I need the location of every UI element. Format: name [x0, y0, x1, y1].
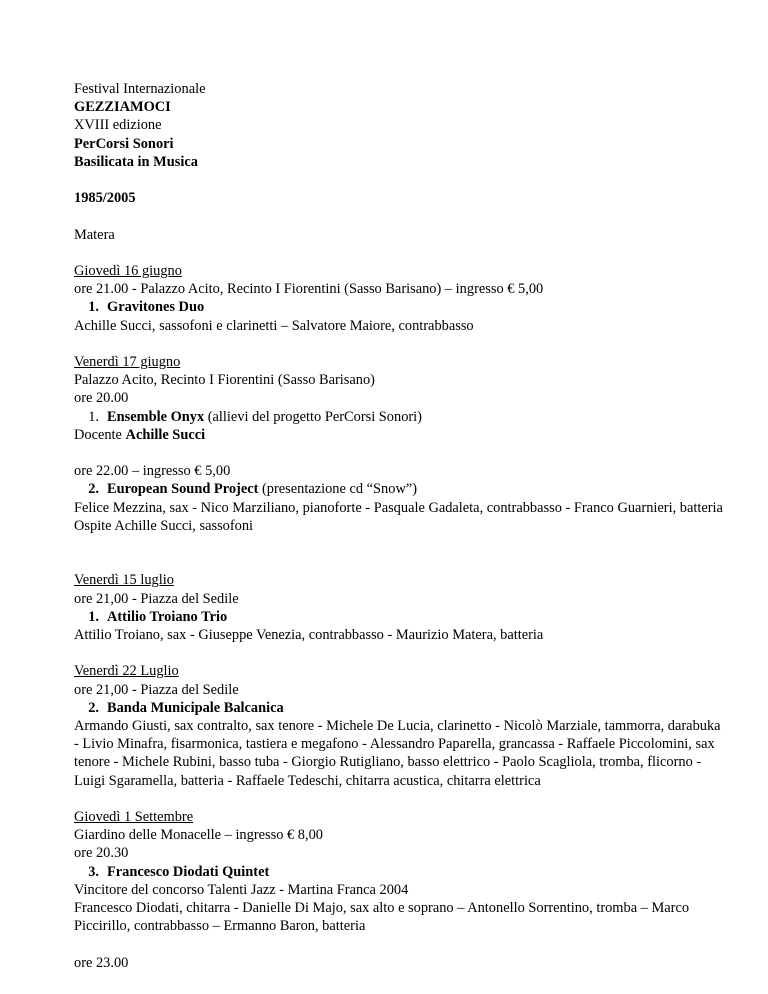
project-subtitle: Basilicata in Musica: [74, 153, 198, 170]
event-date: Venerdì 17 giugno: [74, 353, 181, 370]
event-name: Ensemble Onyx: [107, 408, 205, 425]
item-number: 1.: [88, 299, 99, 316]
event-info: ore 21.00 - Palazzo Acito, Recinto I Fiorentini (Sasso Barisano) – ingresso € 5,00: [74, 281, 544, 298]
event-item: [74, 608, 724, 626]
event-date: Giovedì 16 giugno: [74, 262, 182, 279]
event-name: Attilio Troiano Trio: [107, 608, 228, 625]
item-number: 2.: [88, 481, 99, 498]
festival-label: Festival Internazionale: [74, 81, 206, 97]
event-note: (presentazione cd “Snow”): [258, 481, 418, 498]
festival-title: GEZZIAMOCI: [74, 99, 171, 116]
event-award: Vincitore del concorso Talenti Jazz - Martina Franca 2004: [74, 881, 409, 898]
event-item: [74, 699, 724, 717]
city: Matera: [74, 226, 115, 243]
event-teacher: [74, 426, 724, 444]
event-name: Gravitones Duo: [107, 299, 205, 316]
event-lineup: Felice Mezzina, sax - Nico Marziliano, pianoforte - Pasquale Gadaleta, contrabbasso - Franco Guarnieri, batteria: [74, 499, 723, 516]
item-number: 1.: [88, 408, 99, 425]
event-lineup: Francesco Diodati, chitarra - Danielle Di Majo, sax alto e soprano – Antonello Sorrentino, tromba – Marco Piccirillo, contrabbasso – Ermanno Baron, batteria: [74, 900, 690, 935]
event-name: Banda Municipale Balcanica: [107, 699, 284, 716]
event-time: ore 23.00: [74, 954, 129, 971]
event-time: ore 20.30: [74, 845, 129, 862]
teacher-label: Docente: [74, 426, 126, 443]
item-number: 1.: [88, 608, 99, 625]
item-number: 2.: [88, 699, 99, 716]
event-place: Giardino delle Monacelle – ingresso € 8,00: [74, 827, 323, 844]
item-number: 3.: [88, 863, 99, 880]
event-item: [74, 298, 724, 316]
event-date: Venerdì 15 luglio: [74, 572, 174, 589]
event-name: European Sound Project: [107, 481, 259, 498]
years: 1985/2005: [74, 190, 136, 207]
event-info: ore 21,00 - Piazza del Sedile: [74, 681, 239, 698]
event-date: Giovedì 1 Settembre: [74, 809, 194, 825]
event-name: Francesco Diodati Quintet: [107, 863, 270, 880]
event-lineup: Armando Giusti, sax contralto, sax tenore - Michele De Lucia, clarinetto - Nicolò Marziale, tammorra, darabuka - Livio Minafra, fisarmonica, tastiera e megafono - Alessandro Paparella, grancassa - Raffaele Piccolomini, sax tenore - Michele Rubini, basso tuba - Giorgio Rutigliano, basso elettrico - Paolo Scagliola, tromba, flicorno - Luigi Sgaramella, batteria - Raffaele Tedeschi, chitarra acustica, chitarra elettrica: [74, 718, 721, 789]
teacher-name: Achille Succi: [125, 426, 206, 443]
event-lineup: Achille Succi, sassofoni e clarinetti – Salvatore Maiore, contrabbasso: [74, 317, 474, 334]
event-time: ore 20.00: [74, 390, 129, 407]
event-item: [74, 408, 724, 426]
event-place: Palazzo Acito, Recinto I Fiorentini (Sasso Barisano): [74, 372, 375, 389]
project-title: PerCorsi Sonori: [74, 135, 174, 152]
event-item: [74, 863, 724, 881]
event-time: ore 22.00 – ingresso € 5,00: [74, 463, 231, 480]
event-date: Venerdì 22 Luglio: [74, 663, 179, 680]
document-page: [74, 80, 724, 972]
edition: XVIII edizione: [74, 117, 162, 134]
event-item: [74, 480, 724, 498]
event-info: ore 21,00 - Piazza del Sedile: [74, 590, 239, 607]
event-note: (allievi del progetto PerCorsi Sonori): [204, 408, 422, 425]
event-lineup: Attilio Troiano, sax - Giuseppe Venezia, contrabbasso - Maurizio Matera, batteria: [74, 627, 544, 643]
event-guest: Ospite Achille Succi, sassofoni: [74, 517, 254, 534]
